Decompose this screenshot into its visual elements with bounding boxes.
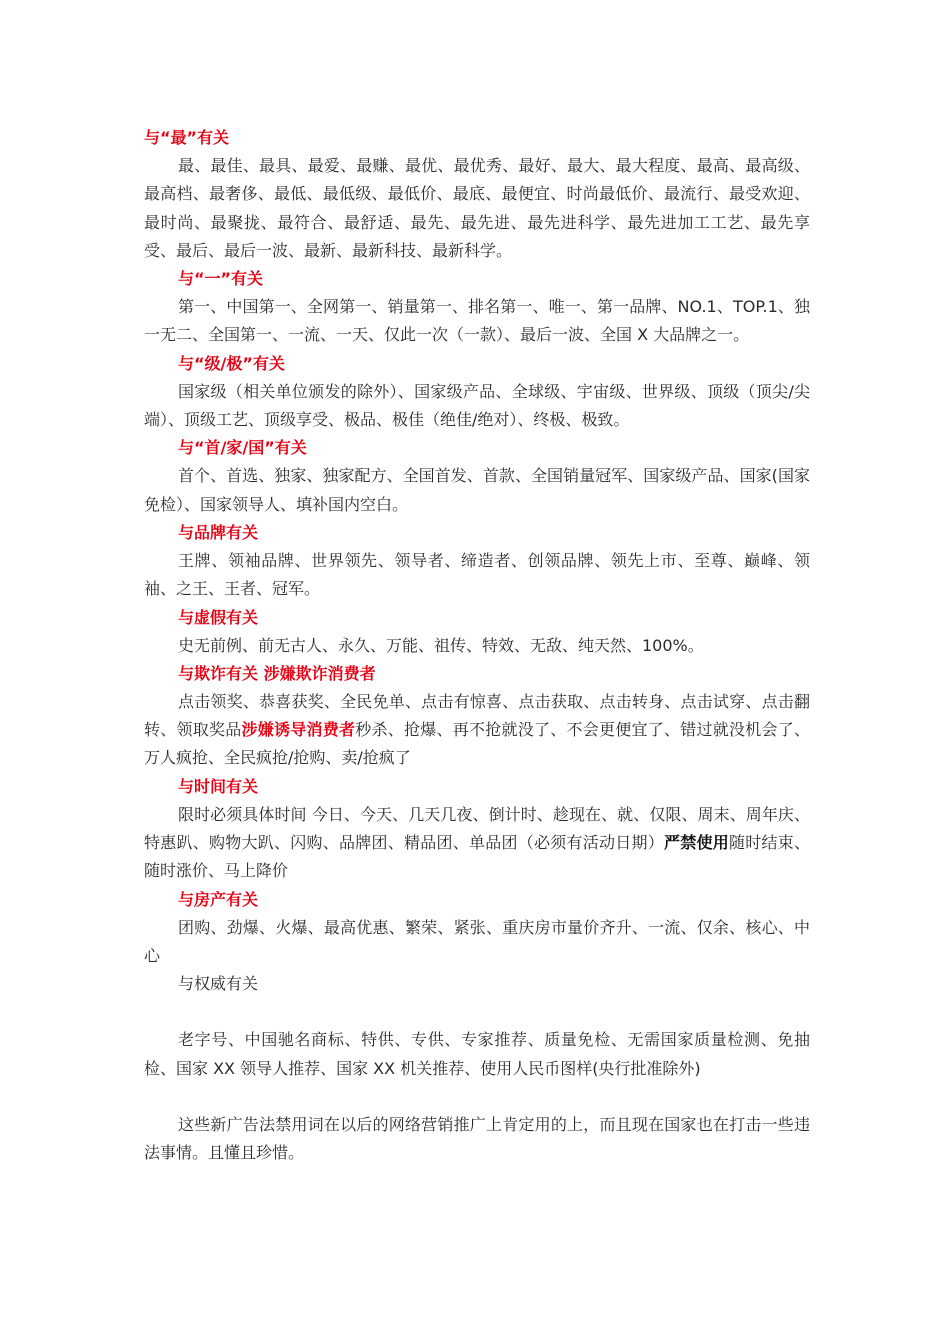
section-heading-authority: 与权威有关 [178,974,259,994]
section-heading-shou-jia-guo: 与“首/家/国”有关 [178,438,307,458]
section-text-zui: 最、最佳、最具、最爱、最赚、最优、最优秀、最好、最大、最大程度、最高、最高级、最高档、最奢侈、最低、最低级、最低价、最底、最便宜、时尚最低价、最流行、最受欢迎、最时尚、最聚拢、最符合、最舒适、最先、最先进、最先进科学、最先进加工工艺、最先享受、最后、最后一波、最新、最新科技、最新科学。 [144,156,810,260]
section-text-real-estate: 团购、劲爆、火爆、最高优惠、繁荣、紧张、重庆房市量价齐升、一流、仅余、核心、中心 [144,917,810,965]
section-heading-fraud: 与欺诈有关 涉嫌欺诈消费者 [178,663,376,683]
section-heading-yi: 与“一”有关 [178,269,264,289]
spacer [144,998,810,1026]
section-text-authority: 老字号、中国驰名商标、特供、专供、专家推荐、质量免检、无需国家质量检测、免抽检、国家 XX 领导人推荐、国家 XX 机关推荐、使用人民币图样(央行批准除外) [144,1030,810,1078]
section-text-yi: 第一、中国第一、全网第一、销量第一、排名第一、唯一、第一品牌、NO.1、TOP.1、独一无二、全国第一、一流、一天、仅此一次（一款）、最后一波、全国 X 大品牌之一。 [144,297,810,345]
section-text-brand: 王牌、领袖品牌、世界领先、领导者、缔造者、创领品牌、领先上市、至尊、巅峰、领袖、之王、王者、冠军。 [144,550,810,599]
section-heading-zui: 与“最”有关 [144,128,230,147]
time-text-part-a: 限时必须具体时间 今日、今天、几天几夜、倒计时、趁现在、就、仅限、周末、周年庆、特惠趴、购物大趴、闪购、品牌团、精品团、单品团（必须有活动日期） [144,804,810,853]
fraud-text-part-a: 点击领奖、恭喜获奖、全民免单、点击有惊喜、点击获取、点击转身、点击试穿、点击翻转、领取奖品 [144,691,810,740]
section-text-shou-jia-guo: 首个、首选、独家、独家配方、全国首发、首款、全国销量冠军、国家级产品、国家(国家免检）、国家领导人、填补国内空白。 [144,466,810,514]
section-heading-false: 与虚假有关 [178,607,259,627]
fraud-text-highlight: 涉嫌诱导消费者 [241,720,356,740]
section-text-false: 史无前例、前无古人、永久、万能、祖传、特效、无敌、纯天然、100%。 [178,635,704,655]
section-heading-time: 与时间有关 [178,776,259,796]
document-body [144,124,810,1167]
section-text-fraud [144,688,810,773]
closing-text: 这些新广告法禁用词在以后的网络营销推广上肯定用的上，而且现在国家也在打击一些违法事情。且懂且珍惜。 [144,1114,810,1163]
section-heading-real-estate: 与房产有关 [178,889,259,909]
section-text-ji: 国家级（相关单位颁发的除外）、国家级产品、全球级、宇宙级、世界级、顶级（顶尖/尖端）、顶级工艺、顶级享受、极品、极佳（绝佳/绝对）、终极、极致。 [144,381,810,430]
spacer [144,1083,810,1111]
time-text-bold: 严禁使用 [663,833,729,853]
fraud-text-part-b: 秒杀、抢爆、再不抢就没了、不会更便宜了、错过就没机会了、万人疯抢、全民疯抢/抢购、卖/抢疯了 [144,720,810,768]
section-text-time [144,801,810,886]
time-text-part-b: 随时结束、随时涨价、马上降价 [144,833,810,881]
section-heading-brand: 与品牌有关 [178,522,259,542]
section-heading-ji: 与“级/极”有关 [178,353,285,373]
